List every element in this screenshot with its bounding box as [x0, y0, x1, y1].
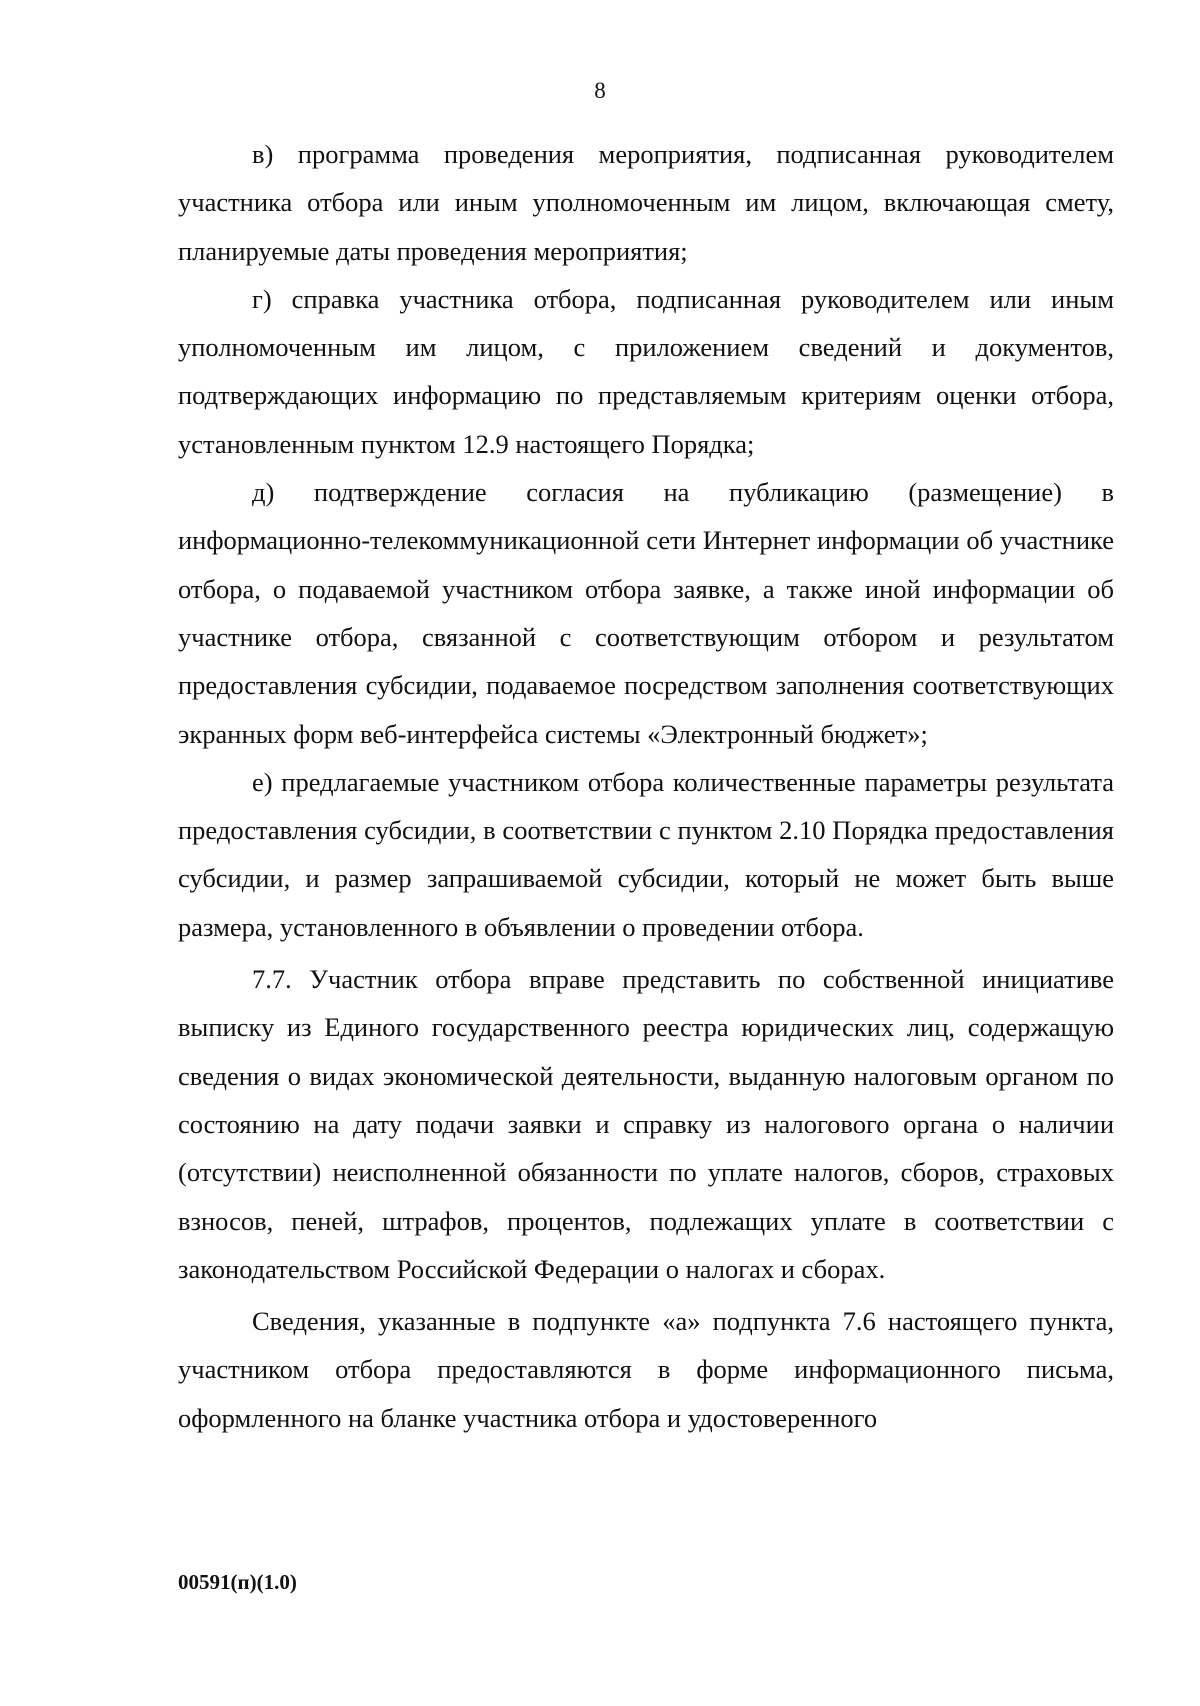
paragraph-v-event-program: в) программа проведения мероприятия, подписанная руководителем участника отбора или иным уполномоченным им лицом, включающая смету, планируемые даты проведения мероприятия; [178, 139, 1114, 266]
document-body [178, 130, 1114, 1442]
paragraph-e-result-parameters: е) предлагаемые участником отбора количественные параметры результата предоставления субсидии, в соответствии с пунктом 2.10 Порядка предоставления субсидии, и размер запрашиваемой субсидии, который не может быть выше размера, установленного в объявлении о проведении отбора. [178, 766, 1114, 942]
paragraph-7-7-own-initiative: 7.7. Участник отбора вправе представить по собственной инициативе выписку из Единого государственного реестра юридических лиц, содержащую сведения о видах экономической деятельности, выданную налоговым органом по состоянию на дату подачи заявки и справку из налогового органа о наличии (отсутствии) неисполненной обязанности по уплате налогов, сборов, страховых взносов, пеней, штрафов, процентов, подлежащих уплате в соответствии с законодательством Российской Федерации о налогах и сборах. [178, 964, 1114, 1284]
page-number: 8 [594, 78, 606, 103]
document-code: 00591(п)(1.0) [178, 1570, 297, 1594]
paragraph-g-participant-certificate: г) справка участника отбора, подписанная руководителем или иным уполномоченным им лицом, с приложением сведений и документов, подтверждающих информацию по представляемым критериям оценки отбора, установленным пунктом 12.9 настоящего Порядка; [178, 283, 1114, 459]
paragraph-d-publication-consent: д) подтверждение согласия на публикацию (размещение) в информационно-телекоммуникационной сети Интернет информации об участнике отбора, о подаваемой участником отбора заявке, а также иной информации об участнике отбора, связанной с соответствующим отбором и результатом предоставления субсидии, подаваемое посредством заполнения соответствующих экранных форм веб-интерфейса системы «Электронный бюджет»; [178, 477, 1114, 749]
paragraph-information-letter: Сведения, указанные в подпункте «а» подпункта 7.6 настоящего пункта, участником отбора предоставляются в форме информационного письма, оформленного на бланке участника отбора и удостоверенного [178, 1306, 1114, 1433]
